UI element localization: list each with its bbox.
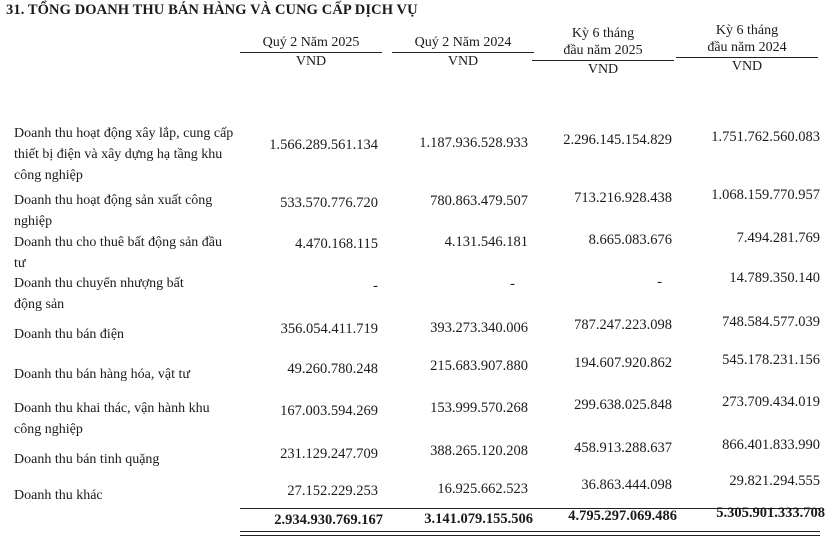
table-cell: 388.265.120.208 bbox=[430, 443, 528, 459]
table-cell: 167.003.594.269 bbox=[280, 403, 378, 419]
table-cell: 273.709.434.019 bbox=[722, 394, 820, 410]
table-cell: 780.863.479.507 bbox=[430, 193, 528, 209]
row-label: Doanh thu khai thác, vận hành khu công nghiệp bbox=[14, 401, 210, 437]
table-cell: 748.584.577.039 bbox=[722, 314, 820, 330]
total-cell: 2.934.930.769.167 bbox=[274, 512, 383, 528]
column-period: Quý 2 Năm 2024 bbox=[414, 35, 512, 50]
table-cell: 1.068.159.770.957 bbox=[711, 187, 820, 203]
table-cell: 153.999.570.268 bbox=[430, 400, 528, 416]
table-cell: 14.789.350.140 bbox=[729, 270, 820, 286]
table-cell: 393.273.340.006 bbox=[430, 320, 528, 336]
table-cell: 1.566.289.561.134 bbox=[269, 137, 378, 153]
table-cell: 545.178.231.156 bbox=[722, 352, 820, 368]
column-unit: VND bbox=[240, 52, 382, 70]
table-cell: 533.570.776.720 bbox=[280, 195, 378, 211]
row-label: Doanh thu bán tinh quặng bbox=[14, 452, 160, 467]
table-cell: 16.925.662.523 bbox=[437, 481, 528, 497]
table-cell: 2.296.145.154.829 bbox=[563, 132, 672, 148]
table-cell: 27.152.229.253 bbox=[287, 483, 378, 499]
row-label: Doanh thu chuyển nhượng bất động sản bbox=[14, 276, 184, 312]
row-label: Doanh thu hoạt động sản xuất công nghiệp bbox=[14, 193, 213, 229]
row-label: Doanh thu bán điện bbox=[14, 327, 125, 342]
section-title: 31. TỔNG DOANH THU BÁN HÀNG VÀ CUNG CẤP DỊCH VỤ bbox=[6, 2, 418, 18]
column-period-line1: Kỳ 6 tháng bbox=[571, 26, 635, 41]
table-cell: - bbox=[373, 278, 378, 294]
table-cell: 8.665.083.676 bbox=[588, 232, 672, 248]
table-cell: 866.401.833.990 bbox=[722, 437, 820, 453]
table-cell: 356.054.411.719 bbox=[280, 321, 378, 337]
total-cell: 3.141.079.155.506 bbox=[424, 511, 533, 527]
column-header-q2-2024 bbox=[392, 34, 534, 70]
row-label: Doanh thu khác bbox=[14, 488, 103, 503]
table-cell: 215.683.907.880 bbox=[430, 358, 528, 374]
column-period-line2: đầu năm 2025 bbox=[563, 43, 643, 58]
table-cell: 7.494.281.769 bbox=[736, 230, 820, 246]
row-label: Doanh thu hoạt động xây lắp, cung cấp thiết bị điện và xây dựng hạ tầng khu công nghiệp bbox=[14, 126, 234, 183]
table-cell: 194.607.920.862 bbox=[574, 355, 672, 371]
table-cell: - bbox=[510, 276, 515, 292]
table-cell: 36.863.444.098 bbox=[581, 477, 672, 493]
column-unit: VND bbox=[532, 60, 674, 78]
column-header-6m-2024 bbox=[676, 22, 818, 75]
table-cell: 49.260.780.248 bbox=[287, 361, 378, 377]
table-cell: 4.131.546.181 bbox=[444, 234, 528, 250]
table-cell: - bbox=[657, 274, 662, 290]
total-cell: 5.305.901.333.708 bbox=[716, 505, 825, 521]
column-period-line1: Kỳ 6 tháng bbox=[715, 23, 779, 38]
column-header-6m-2025 bbox=[532, 25, 674, 78]
column-period: Quý 2 Năm 2025 bbox=[262, 35, 360, 50]
table-cell: 231.129.247.709 bbox=[280, 446, 378, 462]
table-cell: 458.913.288.637 bbox=[574, 440, 672, 456]
column-unit: VND bbox=[676, 57, 818, 75]
total-cell: 4.795.297.069.486 bbox=[568, 508, 677, 524]
row-label: Doanh thu cho thuê bất động sản đầu tư bbox=[14, 235, 223, 271]
table-cell: 299.638.025.848 bbox=[574, 397, 672, 413]
total-double-underline bbox=[240, 531, 820, 536]
table-cell: 1.751.762.560.083 bbox=[711, 129, 820, 145]
table-cell: 29.821.294.555 bbox=[729, 473, 820, 489]
table-cell: 1.187.936.528.933 bbox=[419, 135, 528, 151]
table-cell: 4.470.168.115 bbox=[295, 236, 378, 252]
column-period-line2: đầu năm 2024 bbox=[707, 40, 787, 55]
table-cell: 787.247.223.098 bbox=[574, 317, 672, 333]
column-header-q2-2025 bbox=[240, 34, 382, 70]
column-unit: VND bbox=[392, 52, 534, 70]
row-label: Doanh thu bán hàng hóa, vật tư bbox=[14, 367, 190, 382]
table-cell: 713.216.928.438 bbox=[574, 190, 672, 206]
